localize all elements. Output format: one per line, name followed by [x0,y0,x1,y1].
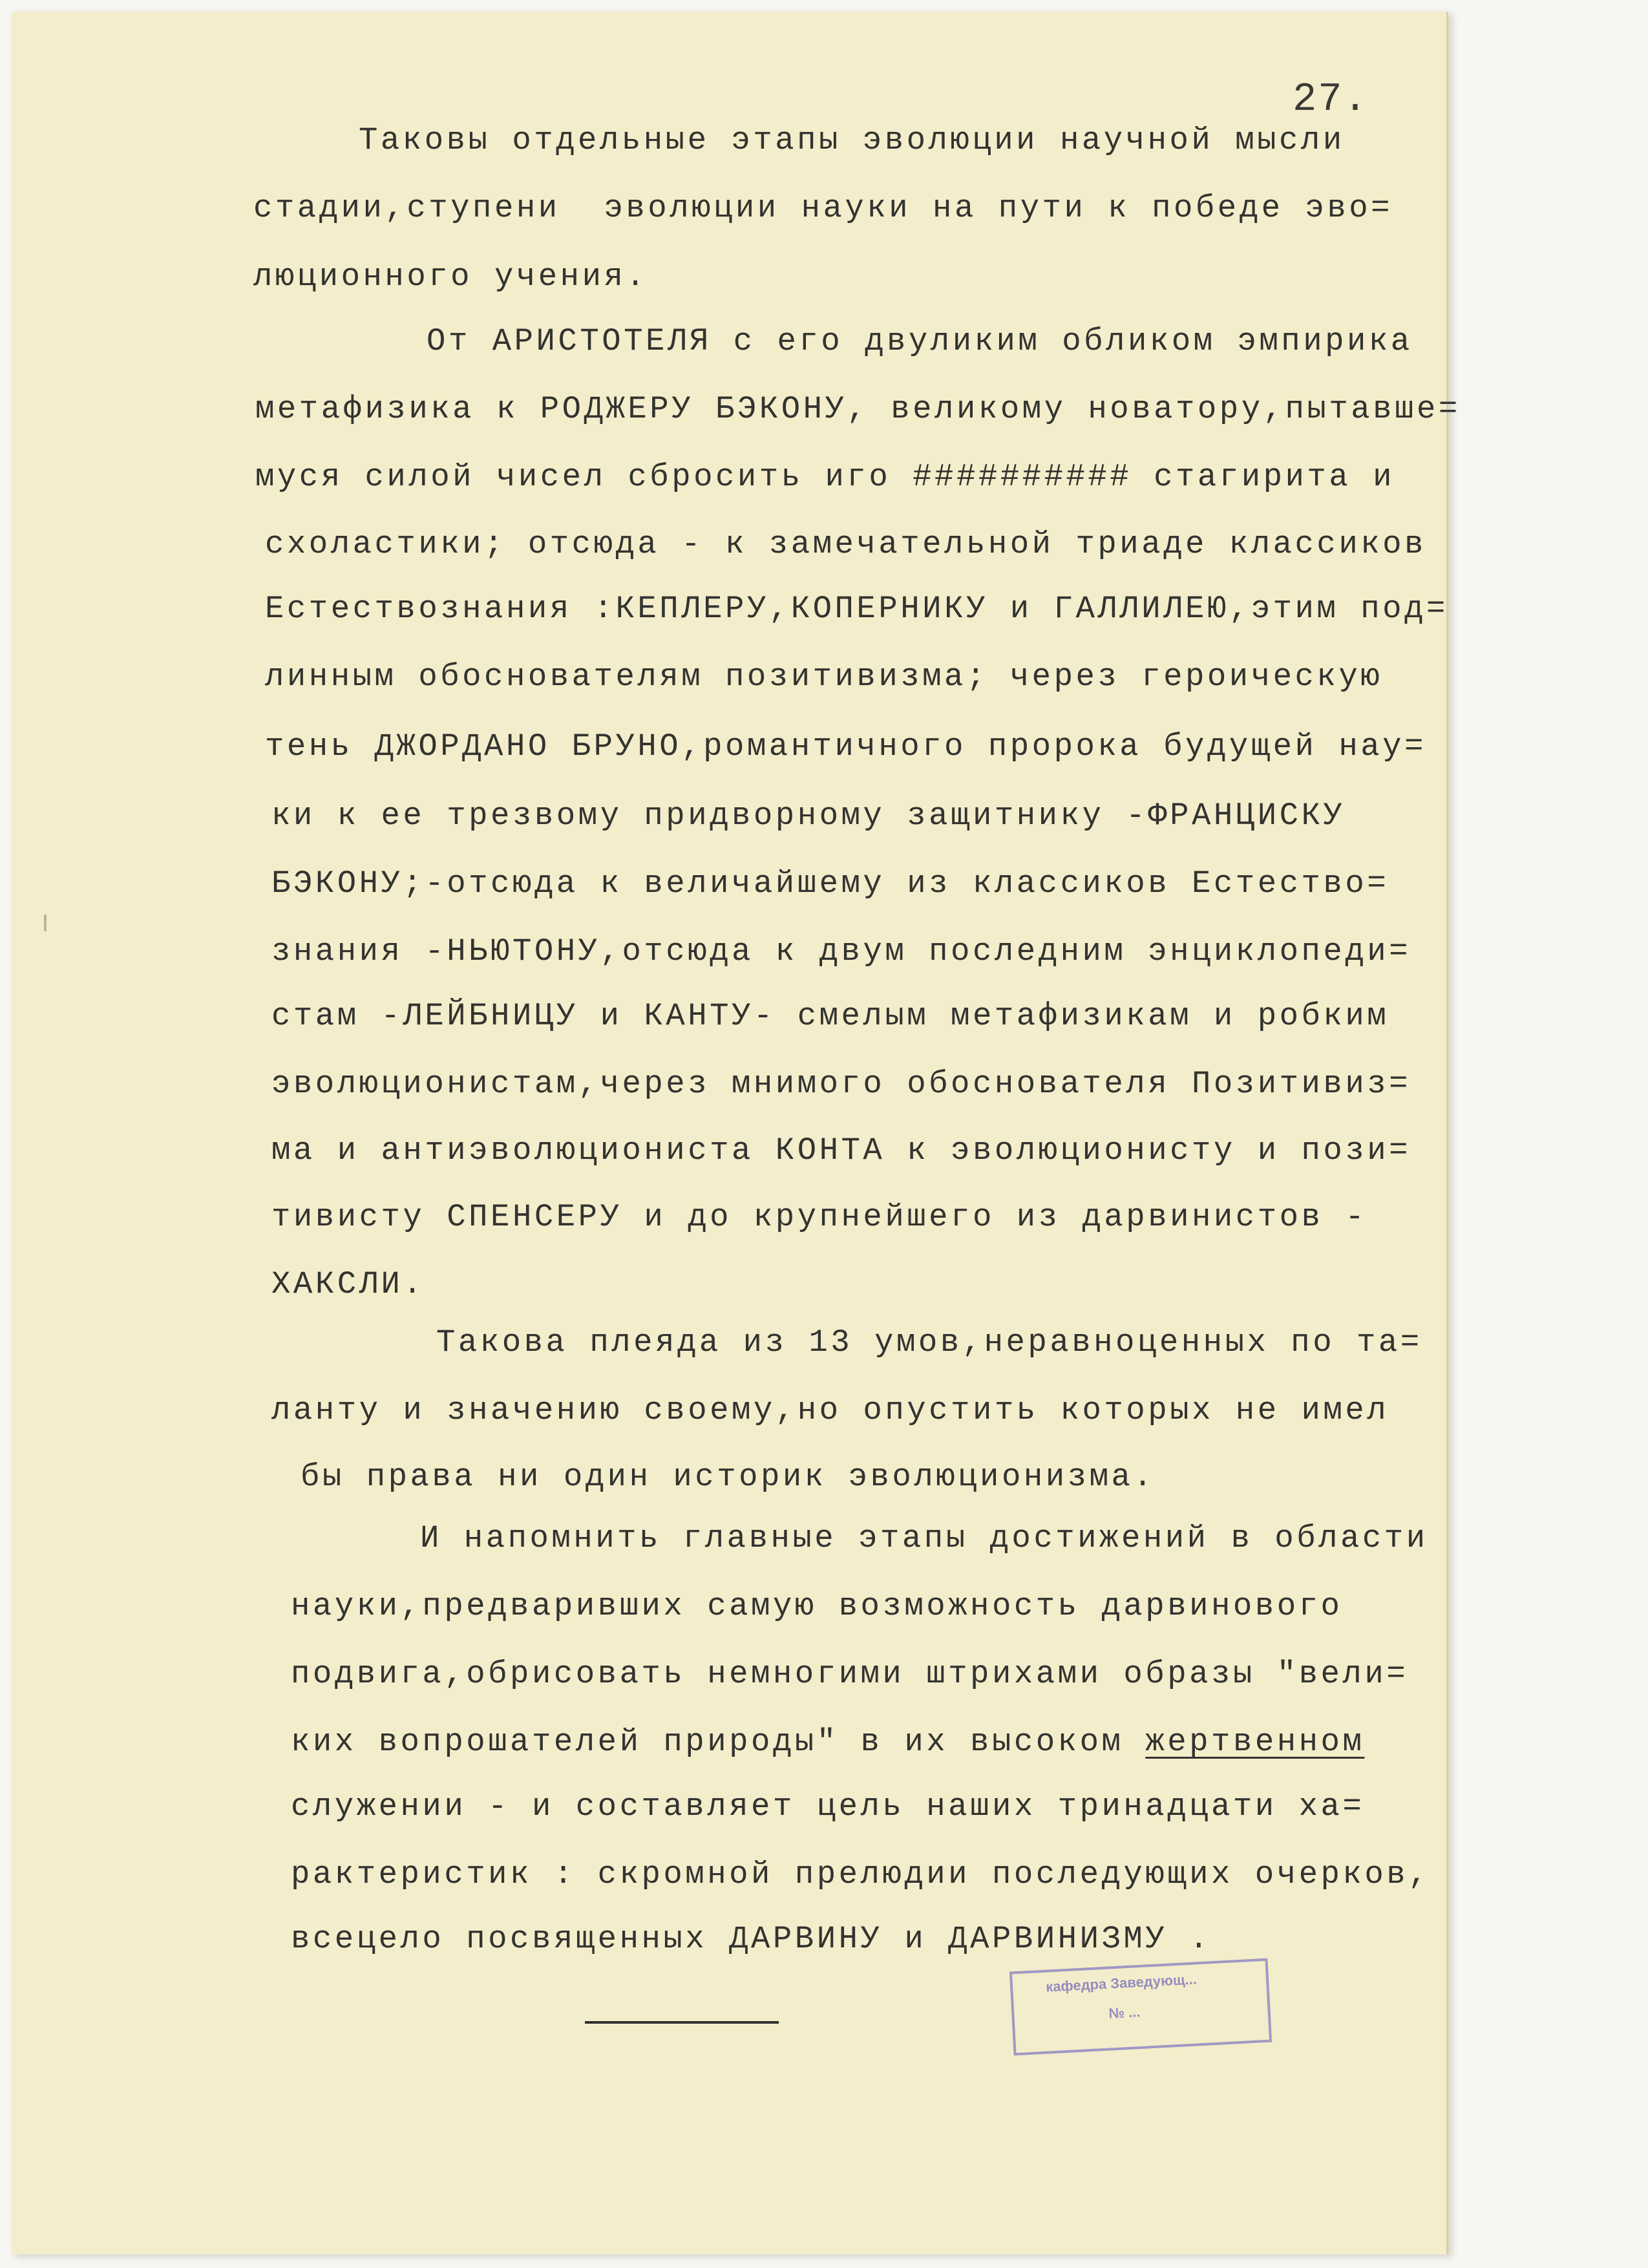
text-line: Такова плеяда из 13 умов,неравноценных по та= [436,1324,1422,1361]
text-line: знания -НЬЮТОНУ,отсюда к двум последним энциклопеди= [271,933,1411,970]
text-line: стам -ЛЕЙБНИЦУ и КАНТУ- смелым метафизикам и робким [271,998,1389,1034]
text-line: тень ДЖОРДАНО БРУНО,романтичного пророка будущей нау= [265,728,1426,765]
page-number: 27. [1293,76,1369,122]
text-line: Таковы отдельные этапы эволюции научной мысли [359,122,1345,158]
text-line: стадии,ступени эволюции науки на пути к победе эво= [253,190,1393,226]
stamp-frame [1009,1958,1272,2056]
text-line: науки,предваривших самую возможность дарвинового [291,1588,1343,1624]
text-line: подвига,обрисовать немногими штрихами образы "вели= [291,1656,1409,1692]
text-line: ланту и значению своему,но опустить которых не имел [271,1392,1389,1428]
text-line: эволюционистам,через мнимого обоснователя Позитивиз= [271,1066,1411,1102]
text-line: ХАКСЛИ. [271,1266,425,1302]
text-line: БЭКОНУ;-отсюда к величайшему из классиков Естество= [271,865,1389,902]
text-line [291,1722,1364,1761]
text-line: муся силой чисел сбросить иго ########## стагирита и [255,459,1395,495]
text-line-start: ких вопрошателей природы" в их высоком [291,1724,1124,1760]
text-line: бы права ни один историк эволюционизма. [301,1459,1156,1495]
text-line: тивисту СПЕНСЕРУ и до крупнейшего из дарвинистов - [271,1199,1368,1235]
text-line: всецело посвященных ДАРВИНУ и ДАРВИНИЗМУ . [291,1921,1212,1957]
text-line: Естествознания :КЕПЛЕРУ,КОПЕРНИКУ и ГАЛЛИЛЕЮ,этим под= [265,591,1448,627]
text-line: рактеристик : скромной прелюдии последующих очерков, [291,1856,1431,1892]
text-line: метафизика к РОДЖЕРУ БЭКОНУ, великому новатору,пытавше= [255,391,1461,427]
text-line: И напомнить главные этапы достижений в области [420,1520,1428,1556]
archive-stamp [1009,1958,1272,2056]
stamp-text-line: кафедра Заведующ... [1045,1971,1198,1995]
text-line: линным обоснователям позитивизма; через героическую [265,659,1383,695]
text-line: ки к ее трезвому придворному защитнику -ФРАНЦИСКУ [271,798,1346,834]
end-rule-line [585,2021,779,2024]
stamp-text-line: № ... [1108,2004,1141,2022]
underlined-word: жертвенном [1145,1724,1365,1760]
text-line: ма и антиэволюциониста КОНТА к эволюционисту и пози= [271,1132,1411,1169]
text-line: От АРИСТОТЕЛЯ с его двуликим обликом эмпирика [427,323,1413,359]
text-line: люционного учения. [253,259,648,295]
text-line: служении - и составляет цель наших тринадцати ха= [291,1788,1365,1825]
text-line: схоластики; отсюда - к замечательной триаде классиков [265,526,1426,562]
